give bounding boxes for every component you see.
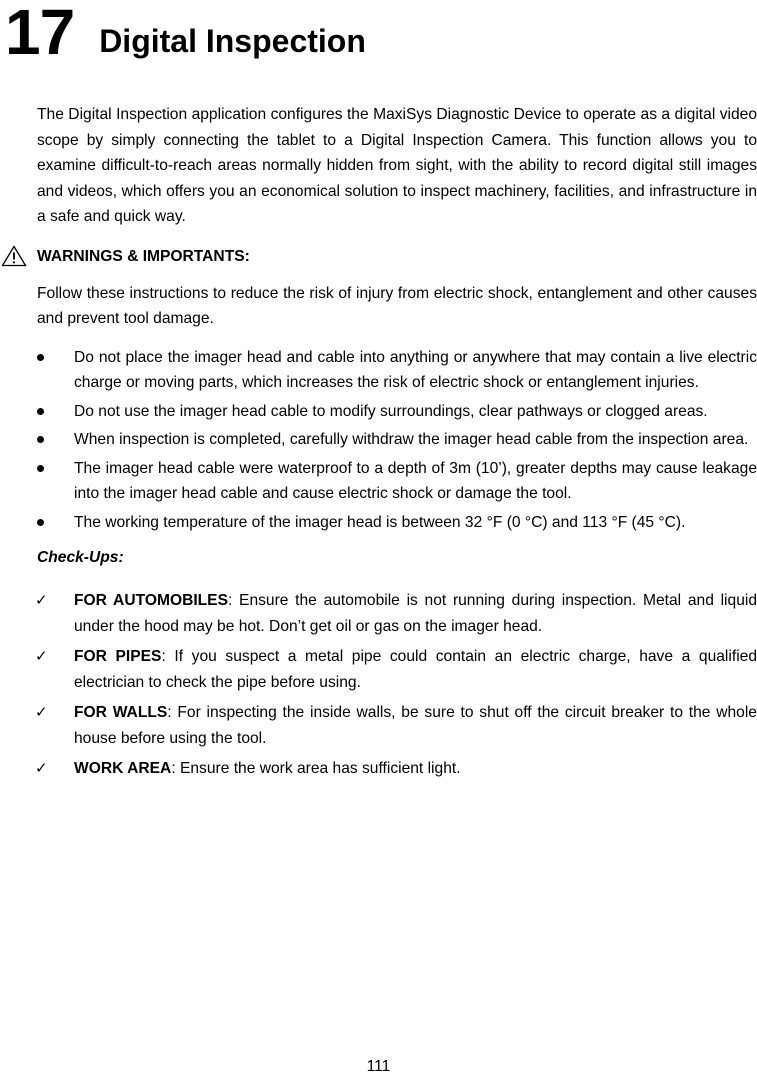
page-content [37,102,757,787]
chapter-number: 17 [5,0,75,68]
page-number: 111 [366,1058,391,1075]
checkmark-icon: ✓ [35,759,48,777]
warnings-heading-row [37,244,757,270]
checkmark-icon: ✓ [35,647,48,665]
list-item [37,345,757,396]
list-item-text: When inspection is completed, carefully withdraw the imager head cable from the inspection area. [74,431,749,448]
bullet-icon [37,519,44,526]
bullet-icon [37,354,44,361]
chapter-title: Digital Inspection [99,23,366,59]
list-item [37,399,757,425]
check-item-label: FOR WALLS [74,704,168,721]
check-item [37,700,757,751]
check-item-label: FOR PIPES [74,648,162,665]
checkups-list [37,588,757,782]
check-item-text: : Ensure the automobile is not running during inspection. Metal and liquid under the hood may be hot. Don’t get oil or gas on the imager head. [74,592,757,635]
list-item [37,510,757,536]
check-item-label: WORK AREA [74,760,172,777]
checkups-heading: Check-Ups: [37,549,124,566]
check-item-text: : If you suspect a metal pipe could contain an electric charge, have a qualified electrician to check the pipe before using. [74,648,757,691]
warnings-heading: WARNINGS & IMPORTANTS: [37,247,250,265]
chapter-header [5,0,366,68]
checkmark-icon: ✓ [35,703,48,721]
list-item-text: The working temperature of the imager head is between 32 °F (0 °C) and 113 °F (45 °C). [74,513,686,531]
bullet-icon [37,465,44,472]
check-item [37,756,757,782]
check-item [37,644,757,695]
check-item-text: : For inspecting the inside walls, be sure to shut off the circuit breaker to the whole house before using the tool. [74,704,757,747]
list-item-text: Do not place the imager head and cable into anything or anywhere that may contain a live electric charge or moving parts, which increases the risk of electric shock or entanglement injuries. [74,348,757,391]
check-item [37,588,757,639]
checkmark-icon: ✓ [35,591,48,609]
list-item [37,427,757,453]
warnings-list [37,345,757,536]
check-item-text: : Ensure the work area has sufficient light. [171,760,461,777]
bullet-icon [37,436,44,443]
list-item [37,456,757,507]
check-item-label: FOR AUTOMOBILES [74,592,228,609]
warning-triangle-icon [1,245,27,267]
bullet-icon [37,408,44,415]
list-item-text: The imager head cable were waterproof to a depth of 3m (10’), greater depths may cause leakage into the imager head cable and cause electric shock or damage the tool. [74,459,757,502]
intro-paragraph: The Digital Inspection application configures the MaxiSys Diagnostic Device to operate as a digital video scope by simply connecting the tablet to a Digital Inspection Camera. This function allows you to examine difficult-to-reach areas normally hidden from sight, with the ability to record digital still images and videos, which offers you an economical solution to inspect machinery, facilities, and infrastructure in a safe and quick way. [37,106,757,225]
list-item-text: Do not use the imager head cable to modify surroundings, clear pathways or clogged areas. [74,402,708,420]
warnings-intro: Follow these instructions to reduce the risk of injury from electric shock, entanglement and other causes and prevent tool damage. [37,284,757,327]
